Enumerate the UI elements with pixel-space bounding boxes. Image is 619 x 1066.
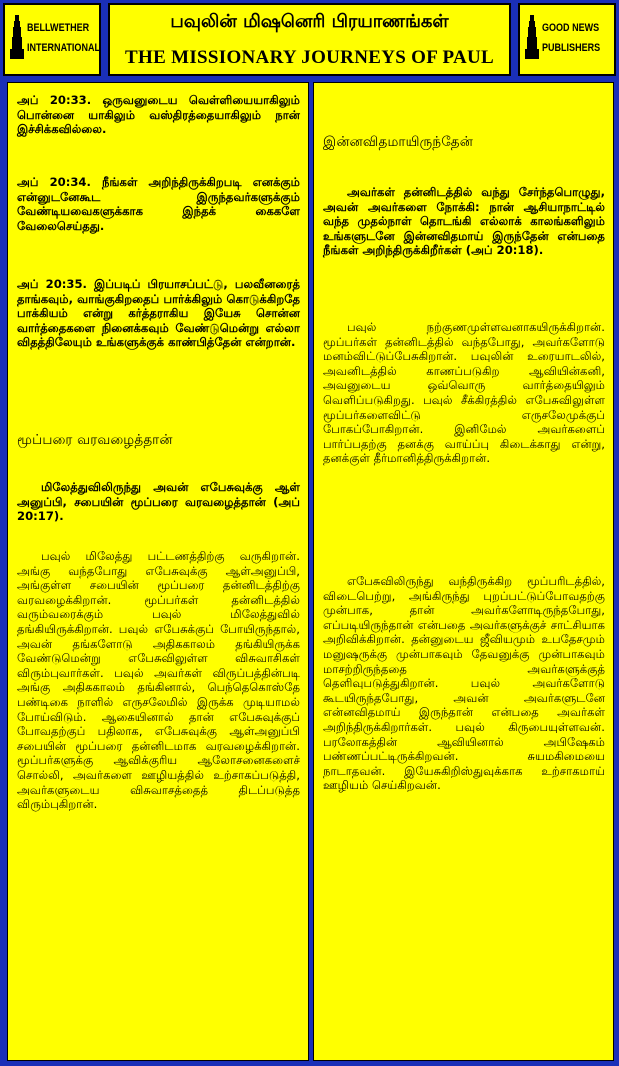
section-heading-conduct: இன்னவிதமாயிருந்தேன் [323, 134, 474, 150]
section-summary-conduct: அவர்கள் தன்னிடத்தில் வந்து சேர்ந்தபொழுது, அவன் அவர்களை நோக்கி: நான் ஆசியாநாட்டில் வந்த முதல்நாள் தொடங்கி எல்லாக் காலங்களிலும் உங்களுடனே இன்னவிதமாய் இருந்தேன் என்பதை நீங்கள் அறிந்திருக்கிறீர்கள் (அப் 20:18). [323, 185, 605, 258]
verse-20-34: அப் 20:34. நீங்கள் அறிந்திருக்கிறபடி எனக்கும் என்னுடனேகூட இருந்தவர்களுக்கும் வேண்டியவைகளுக்காக இந்தக் கைகளே வேலைசெய்தது. [17, 175, 300, 233]
right-column [313, 82, 614, 1061]
tower-icon [524, 15, 540, 59]
title-tamil: பவுலின் மிஷனெரி பிரயாணங்கள் [170, 11, 449, 32]
bellwether-logo-line1: BELLWETHER [27, 22, 90, 34]
good-news-logo-box [518, 3, 616, 76]
left-column [7, 82, 309, 1061]
good-news-logo-line2: PUBLISHERS [542, 42, 601, 54]
good-news-logo [520, 5, 614, 74]
section-heading-elders: மூப்பரை வரவழைத்தான் [17, 432, 173, 448]
section-summary-elders: மிலேத்துவிலிருந்து அவன் எபேசுவுக்கு ஆள் அனுப்பி, சபையின் மூப்பரை வரவழைத்தான் (அப் 20:17). [17, 480, 300, 524]
section-body-conduct-2: எபேசுவிலிருந்து வந்திருக்கிற மூப்பரிடத்தில், விடைபெற்று, அங்கிருந்து புறப்பட்டுப்போவதற்கு முன்பாக, தான் அவர்களோடிருந்தபோது, எப்படியிருந்தான் என்பதை அவர்களுக்குச் சாட்சியாக அறிவிக்கிறான். தன்னுடைய ஜீவியமும் உபதேசமும் மனுஷருக்கு முன்பாகவும் தேவனுக்கு முன்பாகவும் மாசற்றிருந்ததை அவர்களுக்குத் தெளிவுபடுத்துகிறான். பவுல் அவர்களோடு கூடயிருந்தபோது, அவன் அவர்களுடனே என்னவிதமாய் இருந்தான் என்பதை அவர்கள் அறிந்திருக்கிறார்கள். பவுல் கிருபையுள்ளவன். பரலோகத்தின் ஆவியினால் அபிஷேகம் பண்ணப்பட்டிருக்கிறவன். சுயமகிமையை நாடாதவன். இயேசுகிறிஸ்துவுக்காக உற்சாகமாய் ஊழியம் செய்கிறவன். [323, 574, 605, 793]
bellwether-logo [5, 5, 99, 74]
section-body-elders: பவுல் மிலேத்து பட்டணத்திற்கு வருகிறான். அங்கு வந்தபோது எபேசுவுக்கு ஆள்அனுப்பி, அங்குள்ள சபையின் மூப்பரை தன்னிடத்திற்கு வரவழைக்கிறான். மூப்பர்கள் தன்னிடத்தில் வரும்வரைக்கும் பவுல் மிலேத்துவில் தங்கியிருக்கிறான். பவுல் எபேசுக்குப் போயிருந்தால், அவன் தங்களோடு அதிககாலம் தங்கியிருக்க வேண்டுமென்று எபேசுவிலுள்ள விசுவாசிகள் விரும்புவார்கள். பவுல் அவர்கள் விருப்பத்தின்படி அங்கு அதிககாலம் தங்கினால், பெந்தெகொஸ்தே பண்டிகை நாளில் எருசலேமில் இருக்க முடியாமல் போய்விடும். ஆகையினால் தான் எபேசுவுக்குப் போவதற்குப் பதிலாக, எபேசுவுக்கு ஆள்அனுப்பி சபையின் மூப்பரை தன்னிடமாக வரவழைக்கிறான். மூப்பர்களுக்கு ஆவிக்குரிய ஆலோசனைகளைச் சொல்லி, அவர்களை ஊழியத்தில் உற்சாகப்படுத்தி, அவர்களுடைய விசுவாசத்தைத் திடப்படுத்த விரும்புகிறான். [17, 549, 300, 812]
bellwether-logo-box [3, 3, 101, 76]
title-english: THE MISSIONARY JOURNEYS OF PAUL [125, 47, 494, 68]
good-news-logo-line1: GOOD NEWS [542, 22, 600, 34]
verse-20-35: அப் 20:35. இப்படிப் பிரயாசப்பட்டு, பலவீனரைத் தாங்கவும், வாங்குகிறதைப் பார்க்கிலும் கொடுக்கிறதே பாக்கியம் என்று கர்த்தராகிய இயேசு சொன்ன வார்த்தைகளை நினைக்கவும் வேண்டுமென்று எல்லா விதத்திலேயும் உங்களுக்குக் காண்பித்தேன் என்றான். [17, 277, 300, 350]
header-title-box [108, 3, 511, 76]
tower-icon [9, 15, 25, 59]
verse-20-33: அப் 20:33. ஒருவனுடைய வெள்ளியையாகிலும் பொன்னை யாகிலும் வஸ்திரத்தையாகிலும் நான் இச்சிக்கவில்லை. [17, 93, 300, 137]
section-body-conduct-1: பவுல் நற்குணமுள்ளவனாகயிருக்கிறான். மூப்பர்கள் தன்னிடத்தில் வந்தபோது, அவர்களோடு மனம்விட்டுப்பேசுகிறான். பவுலின் உரையாடலில், அவனிடத்தில் காணப்படுகிற ஆவியின்கனி, அவனுடைய ஒவ்வொரு வார்த்தையிலும் வெளிப்படுகிறது. பவுல் சீக்கிரத்தில் எபேசுவிலுள்ள மூப்பர்களைவிட்டு எருசலேமுக்குப் போகப்போகிறான். இனிமேல் அவர்களைப் பார்ப்பதற்கு தனக்கு வாய்ப்பு கிடைக்காது என்று, தனக்குள் தீர்மானித்திருக்கிறான். [323, 320, 605, 466]
bellwether-logo-line2: INTERNATIONAL [27, 42, 100, 54]
